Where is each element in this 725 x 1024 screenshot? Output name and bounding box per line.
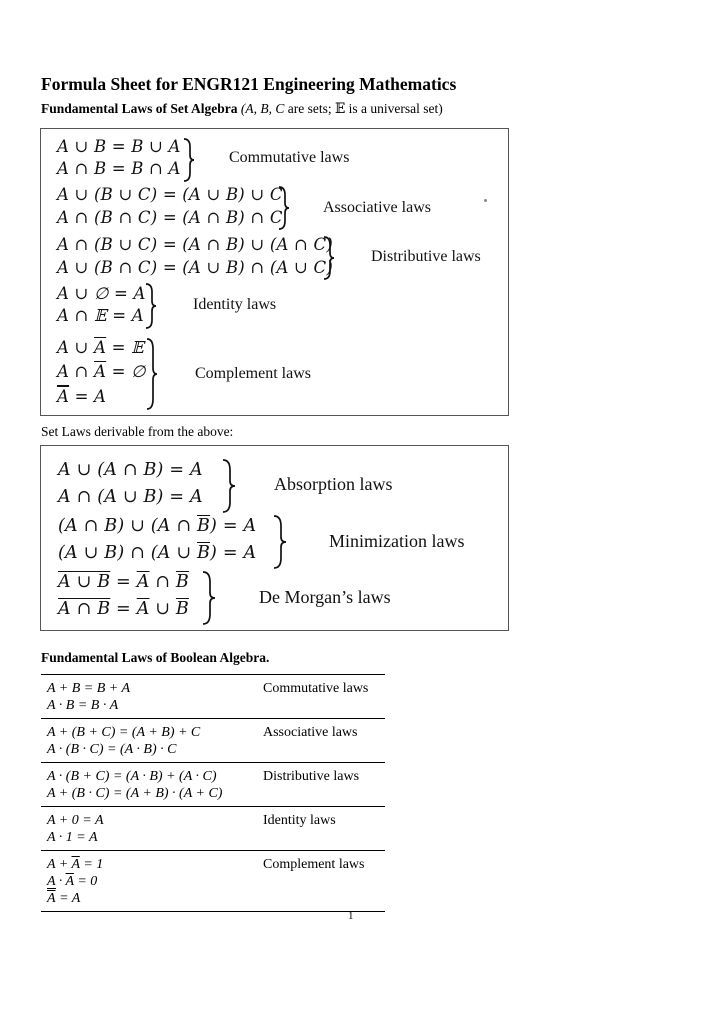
boolean-eq [47,856,261,873]
boolean-algebra-heading: Fundamental Laws of Boolean Algebra. [41,650,270,665]
set-algebra-vars: (A, B, C [240,101,285,116]
minimization-eq-2-post: ) = A [210,543,257,563]
set-algebra-heading-text: Fundamental Laws of Set Algebra [41,101,238,116]
commutative-eq-1: A ∪ B = B ∪ A [57,137,181,156]
page-number: 1 [348,910,354,922]
associative-label: Associative laws [323,199,431,216]
minimization-eq-1-pre: (A ∩ B) ∪ (A ∩ [58,516,197,536]
boolean-eq: A · (B + C) = (A · B) + (A · C) [47,769,217,784]
minimization-eq-2-pre: (A ∪ B) ∩ (A ∪ [58,543,197,563]
minimization-eq-2-bar: $\overline{B}$ [196,543,211,563]
table-row [41,762,385,806]
boolean-eq: A + B = B + A [47,681,131,696]
boolean-eq: A + 0 = A [47,813,104,828]
row-equations [47,812,261,846]
complement-eq-1 [57,338,144,357]
associative-eq-1: A ∪ (B ∪ C) = (A ∪ B) ∪ C [57,185,283,204]
identity-label: Identity laws [193,296,277,313]
demorgan-eq-2-op: ∪ [149,599,176,619]
eq-part: = 1 [79,857,104,872]
derivable-text: Set Laws derivable from the above: [41,424,234,439]
demorgan-eq-1 [58,572,189,592]
eq-part: = A [55,891,81,906]
table-row [41,806,385,850]
distributive-brace [322,235,336,281]
demorgan-eq-1-mid: = [110,572,137,592]
complement-eq-2 [57,362,146,381]
complement-eq-3 [57,387,106,406]
complement-eq-3-bar: $\overline{A}$ [57,387,70,406]
complement-eq-1-bar: $\overline{A}$ [94,338,107,357]
minimization-eq-1-bar: $\overline{B}$ [196,516,211,536]
demorgan-eq-1-a: $\overline{A}$ [136,572,150,592]
complement-eq-3-post: = A [69,387,107,406]
distributive-eq-2: A ∪ (B ∩ C) = (A ∪ B) ∩ (A ∪ C) [57,258,333,277]
complement-eq-1-post: = 𝔼 [106,338,144,357]
row-equations [47,680,261,714]
speck-mark [484,199,487,202]
distributive-label: Distributive laws [371,248,481,265]
boolean-eq: A · (B · C) = (A · B) · C [47,742,177,757]
commutative-eq-2: A ∩ B = B ∩ A [57,159,181,178]
boolean-laws-table [41,674,385,912]
row-equations [47,724,261,758]
law-name: Commutative laws [263,681,369,696]
demorgan-label: De Morgan’s laws [259,587,391,607]
demorgan-brace [201,570,217,626]
set-algebra-note: are sets; [284,101,335,116]
absorption-eq-2: A ∩ (A ∪ B) = A [58,487,203,507]
absorption-brace [221,458,237,514]
set-algebra-heading [41,101,443,117]
demorgan-eq-2-a: $\overline{A}$ [136,599,150,619]
universal-set-symbol: 𝔼 [335,101,346,117]
identity-brace [144,282,158,330]
complement-eq-2-bar: $\overline{A}$ [94,362,107,381]
identity-eq-2: A ∩ 𝔼 = A [57,306,144,325]
law-name: Associative laws [263,725,358,740]
set-algebra-note-end: is a universal set) [345,101,443,116]
identity-eq-1: A ∪ ∅ = A [57,284,146,303]
eq-part: = 0 [73,874,98,889]
minimization-label: Minimization laws [329,531,465,551]
boolean-eq: A · 1 = A [47,830,98,845]
eq-part: A + [47,857,72,872]
table-row [41,850,385,912]
eq-part: A · [47,874,66,889]
eq-bar-part: $\overline{A}$ [65,874,74,889]
absorption-eq-1: A ∪ (A ∩ B) = A [58,460,203,480]
page-title: Formula Sheet for ENGR121 Engineering Mathematics [41,74,457,94]
row-equations [47,768,261,802]
demorgan-eq-1-op: ∩ [149,572,176,592]
complement-label: Complement laws [195,365,311,382]
commutative-brace [182,137,196,183]
minimization-brace [272,514,288,570]
associative-brace [277,185,291,231]
demorgan-eq-2-mid: = [110,599,137,619]
boolean-eq: A + (B + C) = (A + B) + C [47,725,201,740]
complement-eq-2-pre: A ∩ [57,362,95,381]
law-name: Identity laws [263,813,336,828]
eq-bar-part: $\overline{A}$ [71,857,80,872]
commutative-label: Commutative laws [229,149,350,166]
complement-brace [145,337,159,411]
complement-eq-2-post: = ∅ [106,362,146,381]
minimization-eq-2 [58,543,256,563]
row-equations [47,856,261,907]
eq-double-bar-part: $\overline{A}$ [47,891,56,906]
demorgan-eq-2-b: $\overline{B}$ [175,599,189,619]
demorgan-eq-1-lhs: A ∪ B [58,572,111,592]
demorgan-eq-2-lhs: A ∩ B [58,599,111,619]
derived-laws-image-box [40,445,509,631]
table-row [41,718,385,762]
set-laws-image-box [40,128,509,416]
boolean-eq: A + (B · C) = (A + B) · (A + C) [47,786,223,801]
demorgan-eq-1-b: $\overline{B}$ [175,572,189,592]
associative-eq-2: A ∩ (B ∩ C) = (A ∩ B) ∩ C [57,208,283,227]
minimization-eq-1-post: ) = A [210,516,257,536]
demorgan-eq-2 [58,599,189,619]
boolean-eq [47,873,261,890]
minimization-eq-1 [58,516,256,536]
table-row [41,674,385,718]
distributive-eq-1: A ∩ (B ∪ C) = (A ∩ B) ∪ (A ∩ C) [57,235,333,254]
law-name: Complement laws [263,857,365,872]
boolean-eq: A · B = B · A [47,698,119,713]
complement-eq-1-pre: A ∪ [57,338,95,357]
law-name: Distributive laws [263,769,360,784]
boolean-eq [47,890,261,907]
absorption-label: Absorption laws [274,474,393,494]
